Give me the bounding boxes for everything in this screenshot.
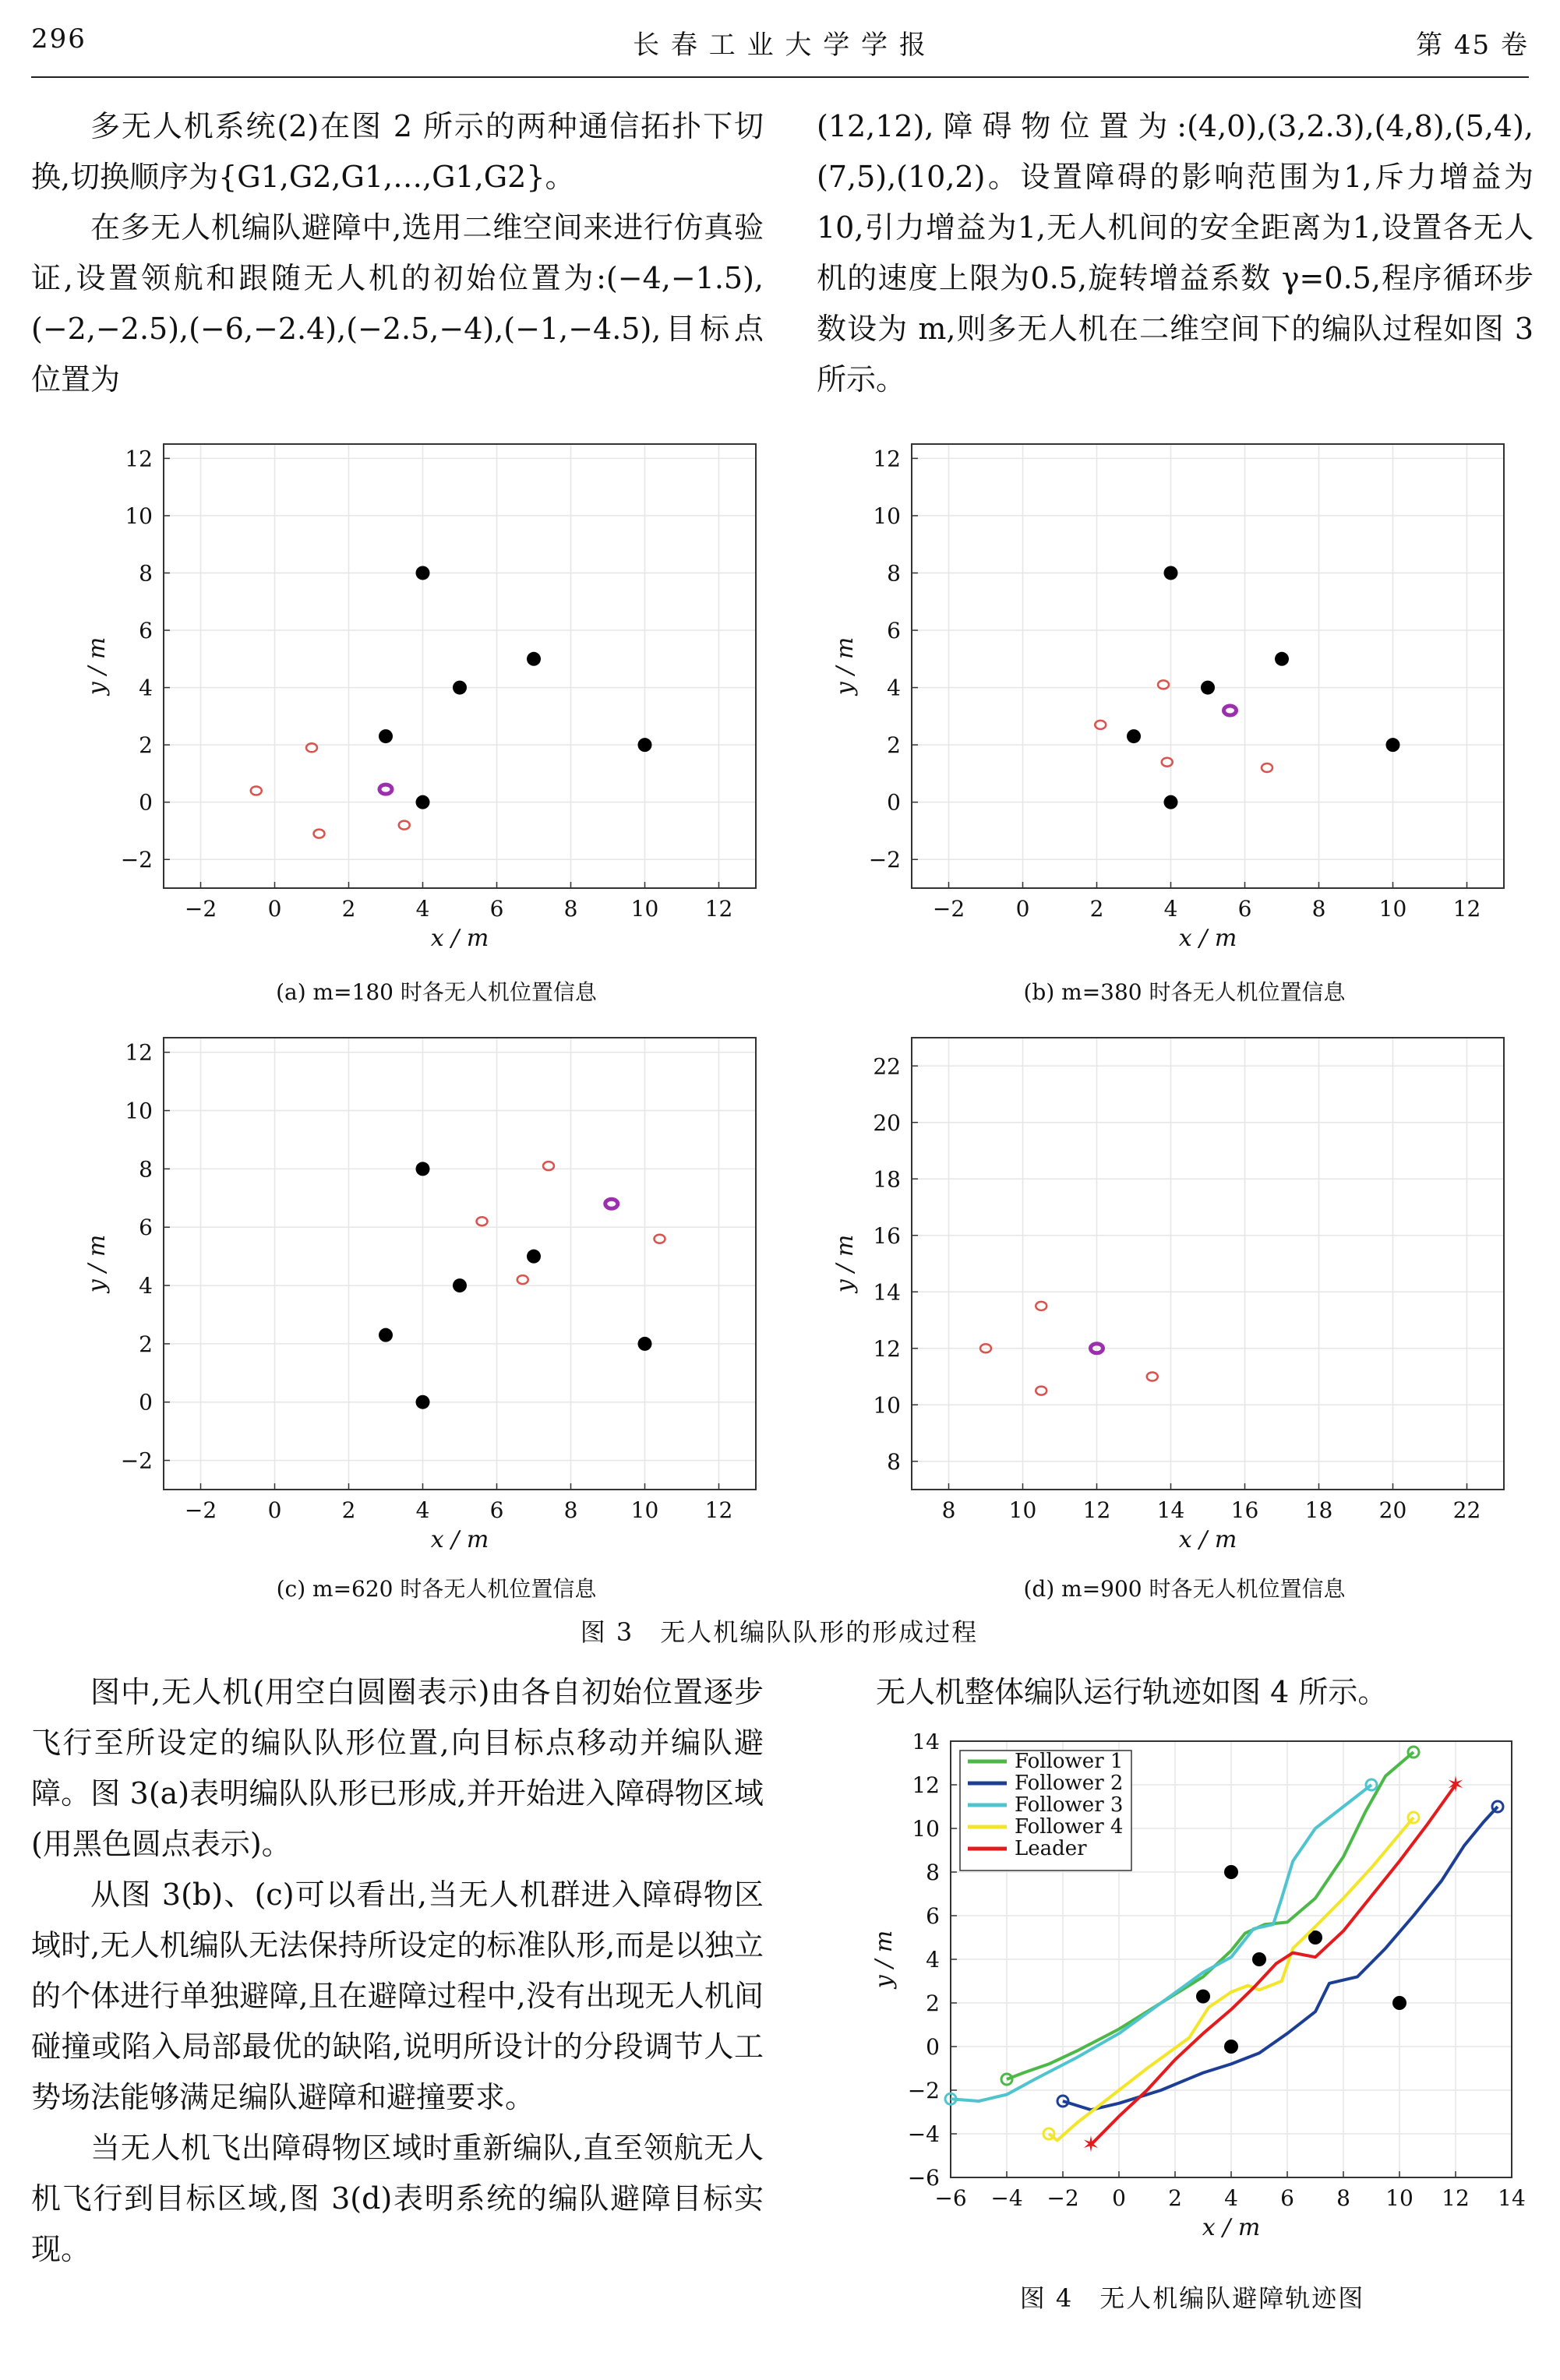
x-tick-label: 12 xyxy=(704,1497,733,1523)
y-tick-label: 12 xyxy=(873,1335,901,1362)
y-axis-label: y / m xyxy=(831,636,859,696)
y-tick-label: 10 xyxy=(125,502,153,529)
x-tick-label: 6 xyxy=(489,896,504,922)
obstacle-point xyxy=(453,1278,467,1292)
x-tick-label: 8 xyxy=(1311,896,1326,922)
y-tick-label: −2 xyxy=(120,847,153,873)
y-tick-label: 6 xyxy=(926,1903,940,1929)
x-tick-label: 10 xyxy=(630,896,659,922)
obstacle-point xyxy=(416,566,430,580)
text-column-top-left xyxy=(31,101,764,405)
x-tick-label: 8 xyxy=(1336,2185,1350,2211)
y-tick-label: 6 xyxy=(139,1215,153,1241)
y-tick-label: 12 xyxy=(873,446,901,472)
paragraph: 多无人机系统(2)在图 2 所示的两种通信拓扑下切换,切换顺序为{G1,G2,G1,…,G1,G2}。 xyxy=(31,109,764,194)
obstacle-point xyxy=(416,1395,430,1409)
obstacle-point xyxy=(1201,681,1215,695)
caption-panel-b: (b) m=380 时各无人机位置信息 xyxy=(1023,979,1346,1005)
y-tick-label: 10 xyxy=(125,1098,153,1124)
x-tick-label: −2 xyxy=(1046,2185,1079,2211)
x-tick-label: 6 xyxy=(1280,2185,1294,2211)
obstacle-point xyxy=(638,1337,652,1351)
x-tick-label: 8 xyxy=(563,896,578,922)
x-tick-label: 22 xyxy=(1452,1497,1481,1523)
x-tick-label: 2 xyxy=(341,1497,356,1523)
journal-title: 长 春 工 业 大 学 学 报 xyxy=(633,30,927,61)
y-tick-label: −2 xyxy=(868,847,901,873)
x-tick-label: 2 xyxy=(341,896,356,922)
y-axis-label: y / m xyxy=(870,1930,898,1989)
x-tick-label: 12 xyxy=(1442,2185,1470,2211)
x-tick-label: 0 xyxy=(1112,2185,1126,2211)
y-tick-label: 2 xyxy=(139,1331,153,1357)
plot-area xyxy=(164,444,756,888)
x-tick-label: 12 xyxy=(1082,1497,1111,1523)
volume-label: 第 45 卷 xyxy=(1416,30,1529,61)
y-tick-label: 8 xyxy=(139,560,153,587)
obstacle-point xyxy=(1196,1990,1210,2004)
legend-entry: Follower 4 xyxy=(1015,1815,1124,1839)
y-axis-label: y / m xyxy=(83,1234,111,1293)
x-tick-label: −2 xyxy=(932,896,965,922)
x-tick-label: 8 xyxy=(563,1497,578,1523)
y-tick-label: 0 xyxy=(139,1389,153,1416)
obstacle-point xyxy=(416,795,430,809)
y-tick-label: 8 xyxy=(887,560,901,587)
paragraph: 当无人机飞出障碍物区域时重新编队,直至领航无人机飞行到目标区域,图 3(d)表明系统的编队避障目标实现。 xyxy=(31,2131,764,2266)
x-tick-label: 14 xyxy=(1156,1497,1185,1523)
y-tick-label: 2 xyxy=(139,732,153,759)
x-tick-label: 20 xyxy=(1378,1497,1407,1523)
y-tick-label: 14 xyxy=(912,1733,940,1754)
x-tick-label: 6 xyxy=(489,1497,504,1523)
x-tick-label: 6 xyxy=(1237,896,1252,922)
y-tick-label: 4 xyxy=(139,675,153,701)
obstacle-point xyxy=(1127,729,1141,743)
legend-entry: Follower 2 xyxy=(1015,1772,1124,1795)
x-tick-label: 0 xyxy=(267,896,282,922)
y-tick-label: 20 xyxy=(873,1109,901,1136)
obstacle-point xyxy=(416,1162,430,1176)
y-tick-label: 18 xyxy=(873,1166,901,1193)
obstacle-point xyxy=(1224,2040,1238,2054)
y-tick-label: 10 xyxy=(873,502,901,529)
obstacle-point xyxy=(527,652,541,666)
x-tick-label: 4 xyxy=(1224,2185,1238,2211)
y-tick-label: 0 xyxy=(887,789,901,816)
y-tick-label: 4 xyxy=(139,1273,153,1299)
x-axis-label: x / m xyxy=(430,1526,489,1553)
legend-entry: Follower 1 xyxy=(1015,1750,1124,1773)
obstacle-point xyxy=(527,1250,541,1264)
plot-area xyxy=(164,1038,756,1490)
caption-panel-a: (a) m=180 时各无人机位置信息 xyxy=(276,979,597,1005)
x-tick-label: 10 xyxy=(1378,896,1407,922)
header-rule xyxy=(31,76,1529,78)
chart-figure-4 xyxy=(857,1733,1527,2255)
x-tick-label: 12 xyxy=(1452,896,1481,922)
x-tick-label: 10 xyxy=(1008,1497,1037,1523)
x-tick-label: 0 xyxy=(267,1497,282,1523)
x-tick-label: −2 xyxy=(184,896,217,922)
y-axis-label: y / m xyxy=(83,636,111,696)
chart-panel-a xyxy=(70,436,764,966)
y-tick-label: −4 xyxy=(907,2121,940,2147)
x-tick-label: 0 xyxy=(1015,896,1030,922)
text-column-bottom-right xyxy=(817,1667,1534,1718)
figure-3-caption: 图 3 无人机编队队形的形成过程 xyxy=(580,1617,979,1647)
y-tick-label: 4 xyxy=(926,1947,940,1973)
y-tick-label: 12 xyxy=(125,446,153,472)
y-tick-label: 4 xyxy=(887,675,901,701)
x-tick-label: 10 xyxy=(630,1497,659,1523)
y-tick-label: −2 xyxy=(120,1447,153,1474)
x-tick-label: 8 xyxy=(941,1497,956,1523)
y-tick-label: 10 xyxy=(912,1816,940,1842)
y-tick-label: −2 xyxy=(907,2078,940,2103)
obstacle-point xyxy=(1386,738,1400,752)
x-tick-label: 14 xyxy=(1498,2185,1526,2211)
obstacle-point xyxy=(638,738,652,752)
y-tick-label: 8 xyxy=(887,1448,901,1475)
y-tick-label: 22 xyxy=(873,1053,901,1080)
figure-4-caption: 图 4 无人机编队避障轨迹图 xyxy=(1019,2283,1365,2313)
y-tick-label: 12 xyxy=(125,1039,153,1066)
x-tick-label: 16 xyxy=(1230,1497,1259,1523)
y-tick-label: 14 xyxy=(873,1279,901,1306)
y-tick-label: 8 xyxy=(139,1156,153,1183)
text-column-top-right xyxy=(817,101,1534,405)
obstacle-point xyxy=(1392,1996,1406,2010)
text-column-bottom-left xyxy=(31,1667,764,2275)
y-tick-label: 8 xyxy=(926,1860,940,1885)
page-number: 296 xyxy=(31,23,86,55)
legend-entry: Follower 3 xyxy=(1015,1793,1124,1817)
chart-panel-b xyxy=(818,436,1512,966)
x-axis-label: x / m xyxy=(1178,1526,1237,1553)
y-tick-label: 12 xyxy=(912,1772,940,1798)
x-tick-label: −6 xyxy=(934,2185,967,2211)
caption-panel-d: (d) m=900 时各无人机位置信息 xyxy=(1023,1576,1346,1602)
x-axis-label: x / m xyxy=(1178,925,1237,952)
plot-area xyxy=(912,444,1504,888)
y-tick-label: 2 xyxy=(926,1990,940,2016)
obstacle-point xyxy=(379,1328,393,1342)
x-tick-label: 2 xyxy=(1168,2185,1182,2211)
obstacle-point xyxy=(1275,652,1289,666)
x-axis-label: x / m xyxy=(1202,2214,1261,2241)
y-axis-label: y / m xyxy=(831,1234,859,1293)
obstacle-point xyxy=(1164,795,1178,809)
x-tick-label: 4 xyxy=(415,1497,430,1523)
obstacle-point xyxy=(1224,1865,1238,1879)
paragraph: 在多无人机编队避障中,选用二维空间来进行仿真验证,设置领航和跟随无人机的初始位置为:(−4,−1.5),(−2,−2.5),(−6,−2.4),(−2.5,−4),(−1,−4.5),目标点位置为 xyxy=(31,210,764,397)
x-tick-label: 18 xyxy=(1304,1497,1333,1523)
legend-entry: Leader xyxy=(1015,1837,1087,1860)
paragraph: 图中,无人机(用空白圆圈表示)由各自初始位置逐步飞行至所设定的编队队形位置,向目标点移动并编队避障。图 3(a)表明编队队形已形成,并开始进入障碍物区域(用黑色圆点表示)。 xyxy=(31,1675,764,1861)
paragraph: (12,12),障碍物位置为:(4,0),(3,2.3),(4,8),(5,4),(7,5),(10,2)。设置障碍的影响范围为1,斥力增益为10,引力增益为1,无人机间的安全距离为1,设置各无人机的速度上限为0.5,旋转增益系数 γ=0.5,程序循环步数设为 m,则多无人机在二维空间下的编队过程如图 3 所示。 xyxy=(817,109,1534,397)
obstacle-point xyxy=(1164,566,1178,580)
x-axis-label: x / m xyxy=(430,925,489,952)
paragraph: 无人机整体编队运行轨迹如图 4 所示。 xyxy=(876,1675,1388,1709)
x-tick-label: 10 xyxy=(1385,2185,1414,2211)
y-tick-label: 10 xyxy=(873,1392,901,1419)
x-tick-label: 4 xyxy=(415,896,430,922)
x-tick-label: −2 xyxy=(184,1497,217,1523)
leader-star-marker: ✶ xyxy=(1446,1772,1465,1797)
obstacle-point xyxy=(379,729,393,743)
x-tick-label: 4 xyxy=(1163,896,1178,922)
obstacle-point xyxy=(1252,1952,1266,1966)
y-tick-label: 0 xyxy=(926,2034,940,2060)
x-tick-label: 12 xyxy=(704,896,733,922)
y-tick-label: 16 xyxy=(873,1222,901,1249)
obstacle-point xyxy=(453,681,467,695)
y-tick-label: 6 xyxy=(139,618,153,644)
y-tick-label: 6 xyxy=(887,618,901,644)
chart-panel-c xyxy=(70,1030,764,1567)
paragraph: 从图 3(b)、(c)可以看出,当无人机群进入障碍物区域时,无人机编队无法保持所设定的标准队形,而是以独立的个体进行单独避障,且在避障过程中,没有出现无人机间碰撞或陷入局部最优的缺陷,说明所设计的分段调节人工势场法能够满足编队避障和避撞要求。 xyxy=(31,1878,764,2114)
y-tick-label: 0 xyxy=(139,789,153,816)
chart-panel-d xyxy=(818,1030,1512,1567)
x-tick-label: 2 xyxy=(1089,896,1104,922)
plot-area xyxy=(912,1038,1504,1490)
y-tick-label: −6 xyxy=(907,2165,940,2191)
leader-star-marker: ✶ xyxy=(1082,2131,1100,2157)
caption-panel-c: (c) m=620 时各无人机位置信息 xyxy=(276,1576,597,1602)
x-tick-label: −4 xyxy=(990,2185,1023,2211)
y-tick-label: 2 xyxy=(887,732,901,759)
